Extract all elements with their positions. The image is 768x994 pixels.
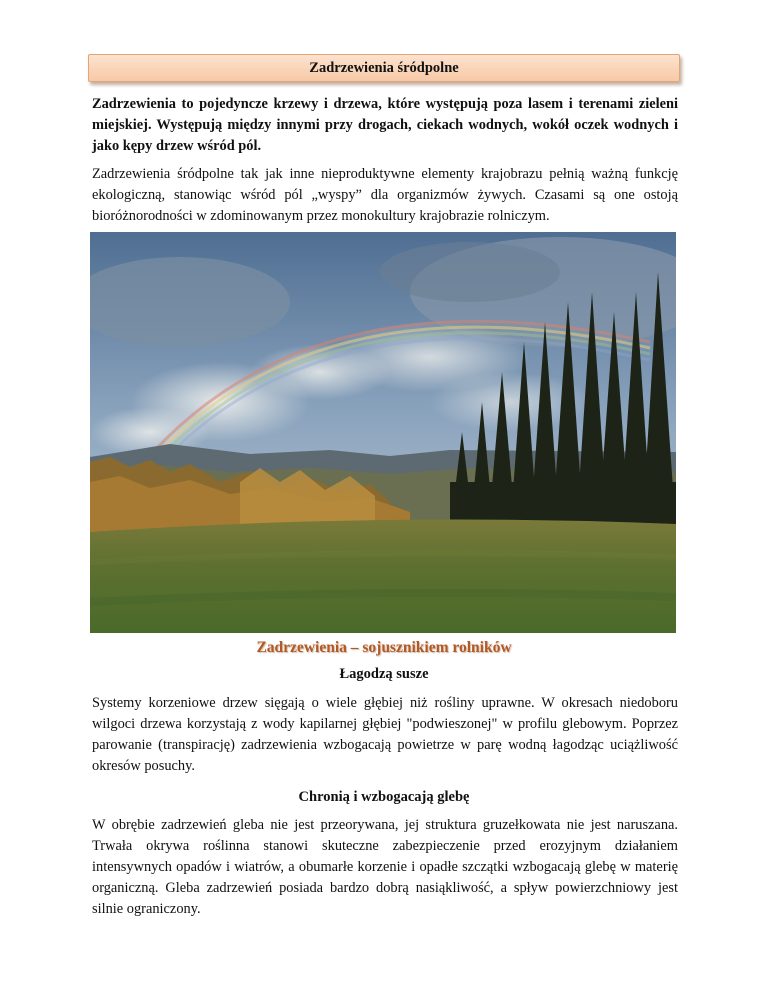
subheading-soil: Chronią i wzbogacają glebę [298, 789, 470, 805]
page-title: Zadrzewienia śródpolne [309, 59, 459, 76]
landscape-rainbow-photo [90, 232, 676, 633]
photo-illustration [90, 232, 676, 633]
lead-paragraph: Zadrzewienia to pojedyncze krzewy i drzewa, które występują poza lasem i terenami zieleni miejskiej. Występują między innymi przy drogach, ciekach wodnych, wokół oczek wodnych i jako kępy drzew wśród pól. [92, 96, 678, 154]
intro-paragraph: Zadrzewienia śródpolne tak jak inne nieproduktywne elementy krajobrazu pełnią ważną funkcję ekologiczną, stanowiąc wśród pól „wyspy” dla organizmów żywych. Czasami są one ostoją bioróżnorodności w zdominowanym przez monokultury krajobrazie rolniczym. [92, 166, 678, 224]
title-box [88, 54, 680, 82]
subheading-drought: Łagodzą susze [339, 666, 429, 682]
paragraph-soil: W obrębie zadrzewień gleba nie jest przeorywana, jej struktura gruzełkowata nie jest naruszana. Trwała okrywa roślinna stanowi skuteczne zabezpieczenie przed erozyjnym działaniem intensywnych opadów i wiatrów, a obumarłe korzenie i opadłe szczątki wzbogacają glebę w materię organiczną. Gleba zadrzewień posiada bardzo dobrą nasiąkliwość, a spływ powierzchniowy jest silnie ograniczony. [92, 817, 678, 917]
paragraph-drought: Systemy korzeniowe drzew sięgają o wiele głębiej niż rośliny uprawne. W okresach niedoboru wilgoci drzewa korzystają z wody kapilarnej głębiej "podwieszonej" w profilu glebowym. Poprzez parowanie (transpirację) zadrzewienia wzbogacają powietrze w parę wodną łagodząc uciążliwość okresów posuchy. [92, 695, 678, 774]
section-heading: Zadrzewienia – sojusznikiem rolników [256, 639, 512, 656]
meadow [90, 520, 676, 634]
